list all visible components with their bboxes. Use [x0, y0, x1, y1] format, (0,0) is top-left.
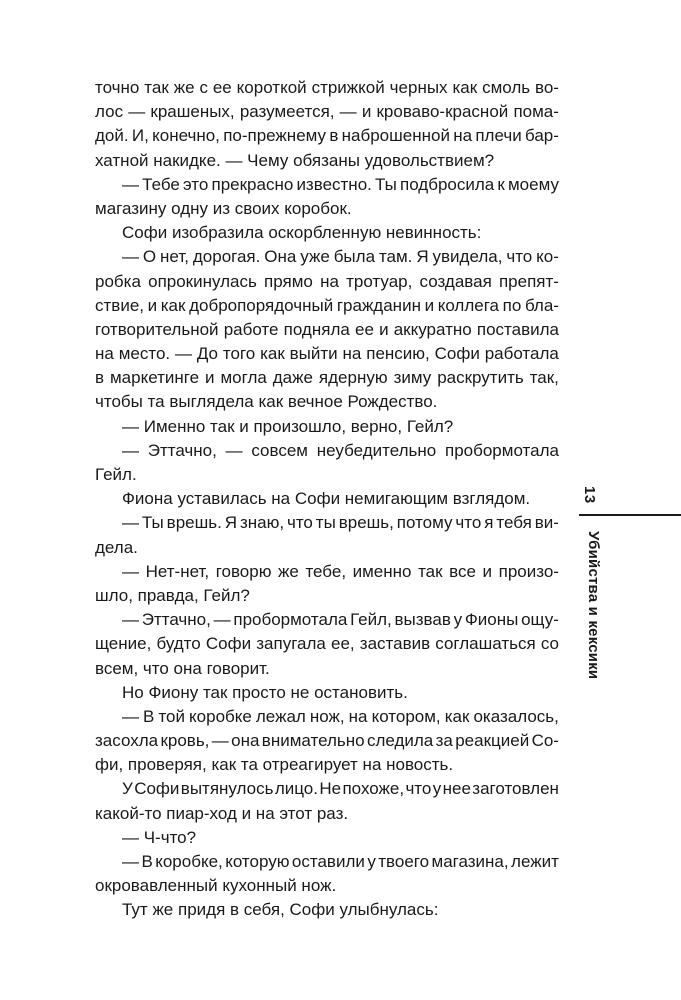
text-line: чтобы та выглядела как вечное Рождество. — [95, 392, 438, 412]
text-line: — Именно так и произошло, верно, Гейл? — [122, 416, 454, 436]
text-line: магазину одну из своих коробок. — [95, 198, 352, 218]
text-line: щение, будто Софи запугала ее, заставив соглашаться со — [95, 634, 559, 654]
margin-rule — [579, 514, 681, 516]
text-line: — Эттачно, — пробормотала Гейл, вызвав у Фионы ощу- — [122, 610, 559, 630]
text-line: хатной накидке. — Чему обязаны удовольствием? — [95, 150, 495, 170]
text-line: — В той коробке лежал нож, на котором, как оказалось, — [122, 706, 559, 726]
text-line: дой. И, конечно, по-прежнему в наброшенной на плечи бар- — [95, 126, 559, 146]
text-line: Софи изобразила оскорбленную невинность: — [122, 223, 482, 243]
text-line: точно так же с ее короткой стрижкой черных как смоль во- — [95, 78, 559, 97]
text-line: — Нет-нет, говорю же тебе, именно так все и произо- — [122, 561, 559, 581]
text-line: Но Фиону так просто не остановить. — [122, 682, 408, 702]
body-text — [95, 76, 559, 923]
text-line: какой-то пиар-ход и на этот раз. — [95, 803, 349, 823]
text-line: — В коробке, которую оставили у твоего магазина, лежит — [122, 852, 559, 871]
text-line: всем, что она говорит. — [95, 658, 270, 678]
text-line: шло, правда, Гейл? — [95, 585, 250, 605]
text-line: дела. — [95, 537, 138, 557]
text-line: фи, проверяя, как та отреагирует на новость. — [95, 755, 454, 775]
text-line: — Ты врешь. Я знаю, что ты врешь, потому что я тебя ви- — [122, 513, 559, 533]
running-title: Убийства и кексики — [585, 531, 602, 680]
text-line: Гейл. — [95, 465, 137, 484]
text-line: в маркетинге и могла даже ядерную зиму раскрутить так, — [95, 368, 559, 388]
text-line: лос — крашеных, разумеется, — и кроваво-красной пома- — [95, 102, 559, 122]
text-line: на место. — До того как выйти на пенсию, Софи работала — [95, 344, 559, 364]
text-line: окровавленный кухонный нож. — [95, 876, 337, 896]
text-line: ствие, и как добропорядочный гражданин и коллега по бла- — [95, 295, 559, 315]
text-line: — Ч-что? — [122, 827, 197, 847]
text-line: У Софи вытянулось лицо. Не похоже, что у нее заготовлен — [122, 779, 559, 799]
text-line: робка опрокинулась прямо на тротуар, создавая препят- — [95, 271, 559, 291]
page-number: 13 — [581, 486, 598, 504]
text-line: Фиона уставилась на Софи немигающим взглядом. — [122, 489, 531, 509]
text-line: — Тебе это прекрасно известно. Ты подбросила к моему — [122, 174, 559, 194]
text-line: засохла кровь, — она внимательно следила за реакцией Со- — [95, 731, 559, 751]
text-line: Тут же придя в себя, Софи улыбнулась: — [122, 900, 439, 920]
text-line: — Эттачно, — совсем неубедительно пробормотала — [122, 440, 559, 460]
text-line: готворительной работе подняла ее и аккуратно поставила — [95, 319, 559, 339]
text-line: — О нет, дорогая. Она уже была там. Я увидела, что ко- — [122, 247, 559, 267]
